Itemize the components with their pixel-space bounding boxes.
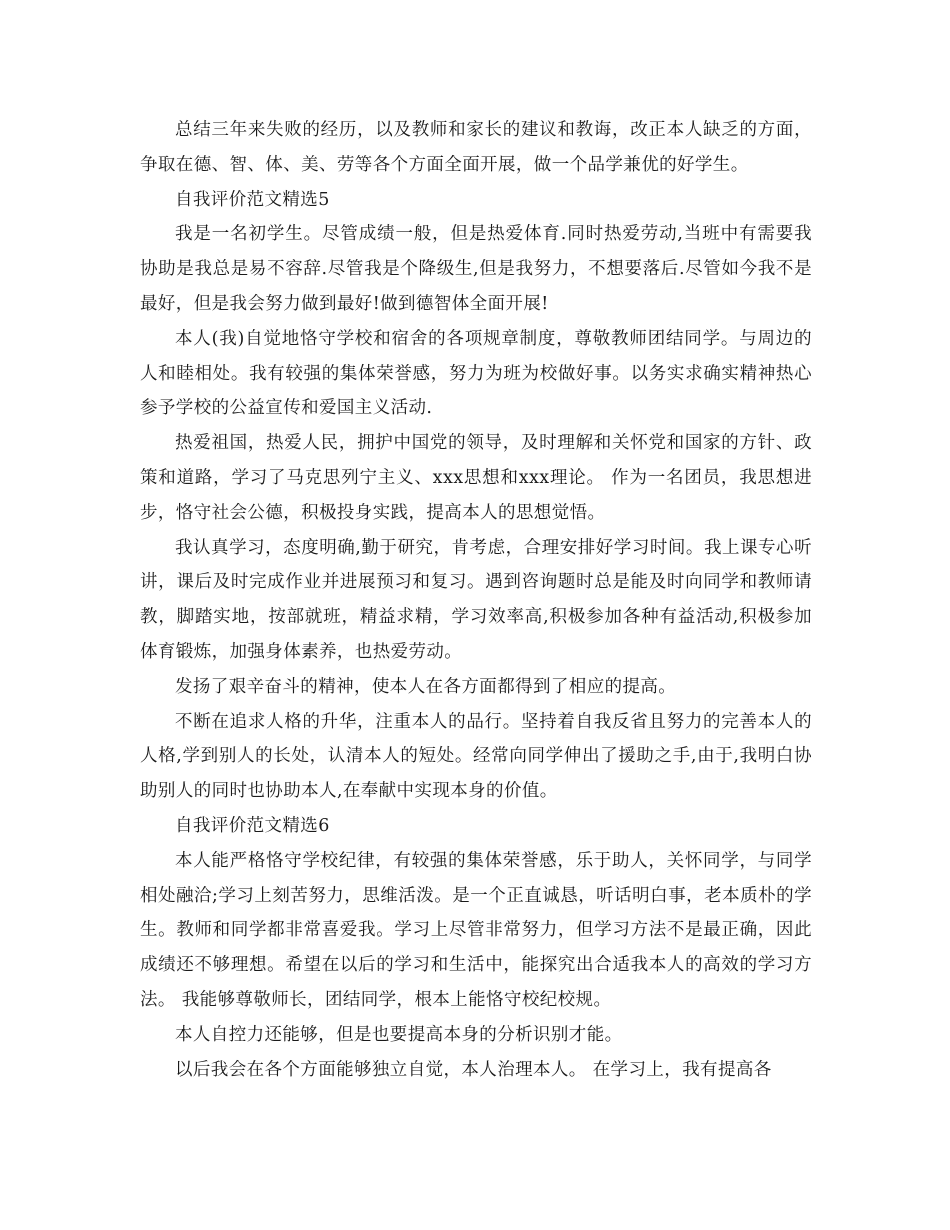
document-body (140, 113, 812, 1087)
paragraph: 我是一名初学生。尽管成绩一般，但是热爱体育.同时热爱劳动,当班中有需要我协助是我总是易不容辞.尽管我是个降级生,但是我努力，不想要落后.尽管如今我不是最好，但是我会努力做到最好!做到德智体全面开展! (140, 224, 812, 314)
section-heading-6: 自我评价范文精选6 (175, 815, 330, 836)
paragraph: 本人(我)自觉地恪守学校和宿舍的各项规章制度，尊敬教师团结同学。与周边的人和睦相处。我有较强的集体荣誉感，努力为班为校做好事。以务实求确实精神热心参予学校的公益宣传和爱国主义活动. (140, 328, 812, 419)
paragraph: 不断在追求人格的升华，注重本人的品行。坚持着自我反省且努力的完善本人的人格,学到别人的长处，认清本人的短处。经常向同学伸出了援助之手,由于,我明白协助别人的同时也协助本人,在奉献中实现本身的价值。 (140, 711, 812, 802)
paragraph: 发扬了艰辛奋斗的精神，使本人在各方面都得到了相应的提高。 (175, 676, 677, 697)
paragraph: 本人自控力还能够，但是也要提高本身的分析识别才能。 (175, 1024, 623, 1045)
paragraph: 热爱祖国，热爱人民，拥护中国党的领导，及时理解和关怀党和国家的方针、政策和道路，学习了马克思列宁主义、xxx思想和xxx理论。 作为一名团员，我思想进步，恪守社会公德，积极投身实践，提高本人的思想觉悟。 (140, 433, 812, 523)
paragraph-closing-summary: 总结三年来失败的经历，以及教师和家长的建议和教诲，改正本人缺乏的方面，争取在德、智、体、美、劳等各个方面全面开展，做一个品学兼优的好学生。 (140, 120, 812, 175)
paragraph: 本人能严格恪守学校纪律，有较强的集体荣誉感，乐于助人，关怀同学，与同学相处融洽;学习上刻苦努力，思维活泼。是一个正直诚恳，听话明白事，老本质朴的学生。教师和同学都非常喜爱我。学习上尽管非常努力，但学习方法不是最正确，因此成绩还不够理想。希望在以后的学习和生活中，能探究出合适我本人的高效的学习方法。 我能够尊敬师长，团结同学，根本上能恪守校纪校规。 (140, 850, 812, 1010)
paragraph-truncated: 以后我会在各个方面能够独立自觉，本人治理本人。 在学习上，我有提高各 (175, 1059, 772, 1080)
section-heading-5: 自我评价范文精选5 (175, 189, 330, 210)
paragraph: 我认真学习，态度明确,勤于研究，肯考虑，合理安排好学习时间。我上课专心听讲，课后及时完成作业并进展预习和复习。遇到咨询题时总是能及时向同学和教师请教，脚踏实地，按部就班，精益求精，学习效率高,积极参加各种有益活动,积极参加体育锻炼，加强身体素养，也热爱劳动。 (140, 537, 812, 662)
